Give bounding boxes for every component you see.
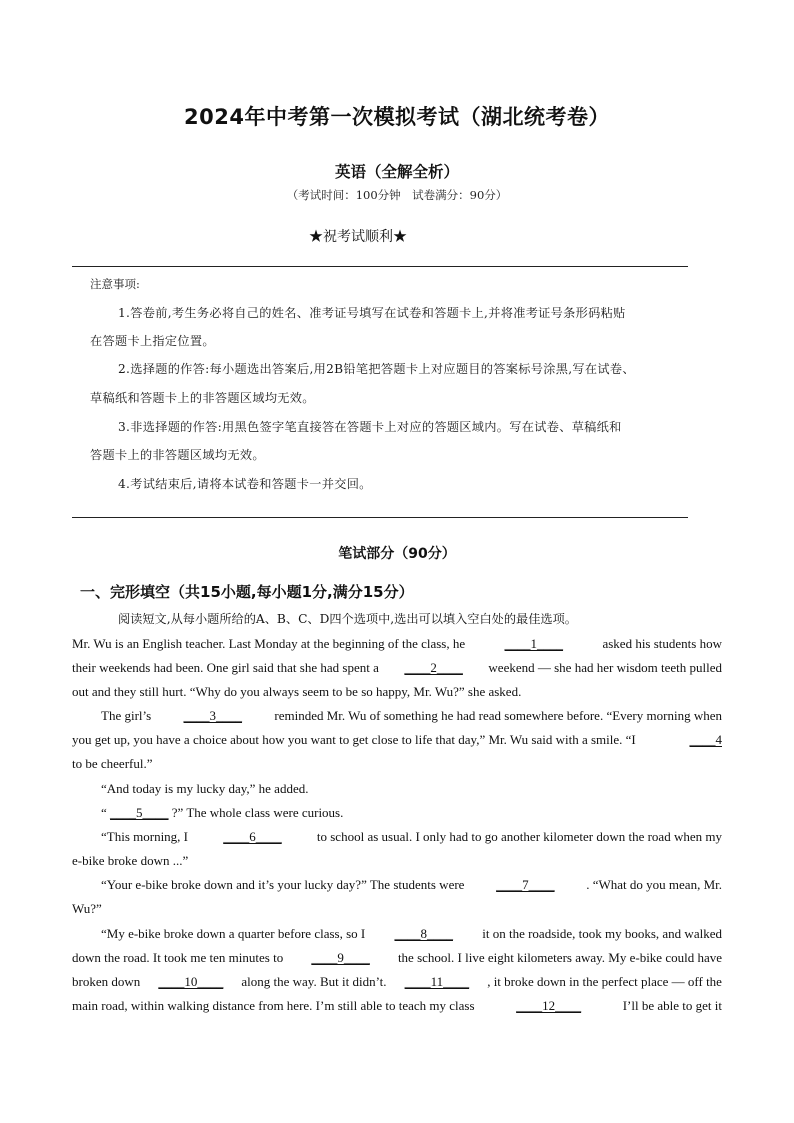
passage-text: the school. I live eight kilometers away. My e-bike could have	[397, 950, 722, 965]
cloze-blank-9: ____9____	[311, 950, 370, 965]
cloze-blank-12: ____12____	[516, 998, 582, 1013]
passage-text: Mr. Wu is an English teacher. Last Monday at the beginning of the class, he	[72, 636, 466, 651]
passage-text: “Your e-bike broke down and it’s your lucky day?” The students were	[101, 877, 465, 892]
notice-line: 1.答卷前,考生务必将自己的姓名、准考证号填写在试卷和答题卡上,并将准考证号条形码粘贴	[118, 306, 626, 320]
passage-text: main road, within walking distance from here. I’m still able to teach my class	[72, 998, 475, 1013]
passage-text: you get up, you have a choice about how you want to get close to life that day,” Mr. Wu said with a smile. “I	[72, 732, 636, 747]
passage-text: asked his students how	[602, 636, 722, 651]
passage-text: ?” The whole class were curious.	[171, 805, 344, 820]
passage-line	[72, 950, 722, 966]
notice-line: 答题卡上的非答题区域均无效。	[90, 448, 265, 462]
passage-line: “And today is my lucky day,” he added.	[101, 781, 309, 796]
cloze-blank-7: ____7____	[496, 877, 555, 892]
passage-line: e-bike broke down ...”	[72, 853, 189, 868]
notice-line: 2.选择题的作答:每小题选出答案后,用2B铅笔把答题卡上对应题目的答案标号涂黑,写在试卷、	[118, 362, 635, 376]
notice-line: 4.考试结束后,请将本试卷和答题卡一并交回。	[118, 477, 372, 491]
passage-text: reminded Mr. Wu of something he had read somewhere before. “Every morning when	[274, 708, 722, 723]
passage-text: . “What do you mean, Mr.	[586, 877, 722, 892]
divider-bottom	[72, 517, 688, 518]
passage-text: broken down	[72, 974, 141, 989]
exam-time-score: （考试时间：100分钟 试卷满分：90分）	[286, 188, 508, 202]
passage-text: their weekends had been. One girl said that she had spent a	[72, 660, 379, 675]
passage-line	[72, 998, 722, 1014]
cloze-blank-4: ____4	[689, 732, 722, 747]
passage-line	[72, 732, 722, 748]
passage-line	[72, 636, 722, 652]
cloze-blank-2: ____2____	[404, 660, 463, 675]
exam-title: 2024年中考第一次模拟考试（湖北统考卷）	[184, 105, 610, 129]
cloze-blank-10: ____10____	[158, 974, 224, 989]
passage-line: out and they still hurt. “Why do you always seem to be so happy, Mr. Wu?” she asked.	[72, 684, 522, 699]
written-part-heading: 笔试部分（90分）	[338, 546, 456, 562]
passage-text: down the road. It took me ten minutes to	[72, 950, 284, 965]
passage-line: Wu?”	[72, 901, 102, 916]
notice-line: 在答题卡上指定位置。	[90, 334, 215, 348]
cloze-instruction: 阅读短文,从每小题所给的A、B、C、D四个选项中,选出可以填入空白处的最佳选项。	[118, 612, 577, 626]
divider-top	[72, 266, 688, 267]
passage-line	[101, 708, 722, 724]
passage-text: to school as usual. I only had to go another kilometer down the road when my	[316, 829, 722, 844]
passage-text: “My e-bike broke down a quarter before class, so I	[101, 926, 366, 941]
cloze-blank-1: ____1____	[504, 636, 564, 651]
notice-line: 草稿纸和答题卡上的非答题区域均无效。	[90, 391, 315, 405]
cloze-blank-5: ____5____	[110, 805, 169, 820]
notice-line: 3.非选择题的作答:用黑色签字笔直接答在答题卡上对应的答题区域内。写在试卷、草稿纸和	[118, 420, 622, 434]
passage-text: , it broke down in the perfect place — off the	[487, 974, 722, 989]
passage-line	[72, 660, 722, 676]
cloze-blank-6: ____6____	[223, 829, 282, 844]
passage-line: to be cheerful.”	[72, 756, 153, 771]
passage-text: I’ll be able to get it	[622, 998, 722, 1013]
good-luck-wish: ★祝考试顺利★	[309, 229, 407, 245]
passage-text: “This morning, I	[101, 829, 189, 844]
cloze-section-title: 一、完形填空（共15小题,每小题1分,满分15分）	[80, 583, 414, 601]
notice-heading: 注意事项:	[90, 277, 140, 291]
passage-text: it on the roadside, took my books, and walked	[482, 926, 722, 941]
passage-text: weekend — she had her wisdom teeth pulled	[488, 660, 722, 675]
cloze-blank-3: ____3____	[183, 708, 243, 723]
cloze-blank-8: ____8____	[394, 926, 453, 941]
passage-text: along the way. But it didn’t.	[241, 974, 387, 989]
passage-line	[101, 805, 343, 821]
cloze-blank-11: ____11____	[404, 974, 470, 989]
passage-line	[72, 974, 722, 990]
passage-line	[101, 926, 722, 942]
passage-text: The girl’s	[101, 708, 152, 723]
passage-text: “	[101, 805, 107, 820]
passage-line	[101, 877, 722, 893]
passage-line	[101, 829, 722, 845]
exam-subtitle: 英语（全解全析）	[334, 163, 459, 181]
